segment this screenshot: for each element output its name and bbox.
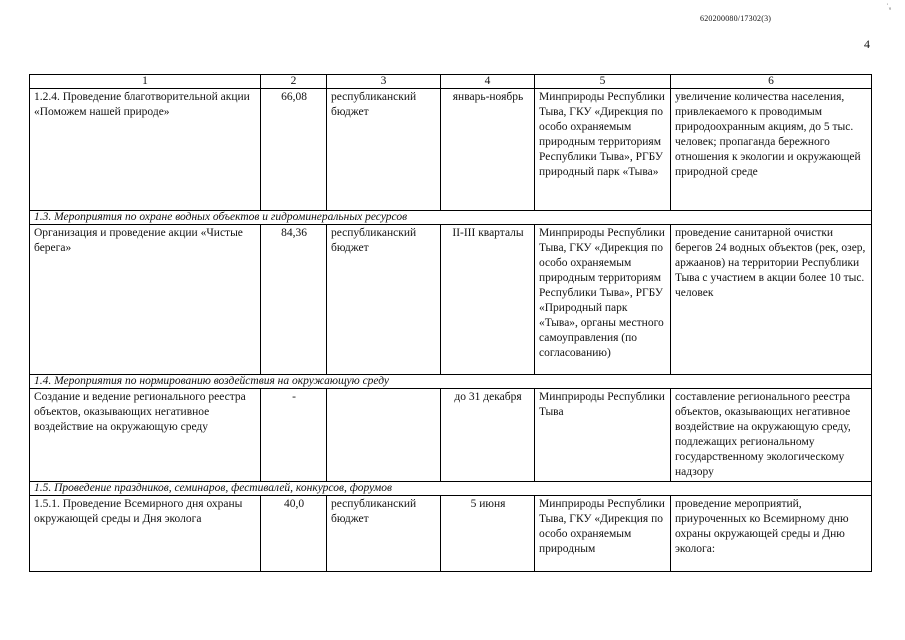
amount-cell: - bbox=[261, 389, 327, 482]
timeframe-cell: январь-ноябрь bbox=[441, 89, 535, 211]
document-code: 620200080/17302(3) bbox=[700, 14, 772, 23]
amount-cell: 40,0 bbox=[261, 496, 327, 572]
column-number-row bbox=[30, 75, 872, 89]
timeframe-cell: до 31 декабря bbox=[441, 389, 535, 482]
funding-source-cell: республиканский бюджет bbox=[327, 496, 441, 572]
responsible-cell: Минприроды Республики Тыва, ГКУ «Дирекция по особо охраняемым природным bbox=[535, 496, 671, 572]
col-header-6: 6 bbox=[671, 75, 872, 89]
activity-cell: 1.5.1. Проведение Всемирного дня охраны окружающей среды и Дня эколога bbox=[30, 496, 261, 572]
activity-cell: Создание и ведение регионального реестра объектов, оказывающих негативное воздействие на окружающую среду bbox=[30, 389, 261, 482]
activities-table bbox=[29, 74, 872, 572]
col-header-1: 1 bbox=[30, 75, 261, 89]
timeframe-cell: 5 июня bbox=[441, 496, 535, 572]
result-cell: проведение санитарной очистки берегов 24 водных объектов (рек, озер, аржаанов) на территории Республики Тыва с участием в акции более 10 тыс. человек bbox=[671, 225, 872, 375]
col-header-4: 4 bbox=[441, 75, 535, 89]
table-row bbox=[30, 389, 872, 482]
activity-cell: Организация и проведение акции «Чистые берега» bbox=[30, 225, 261, 375]
table-row bbox=[30, 89, 872, 211]
col-header-3: 3 bbox=[327, 75, 441, 89]
result-cell: увеличение количества населения, привлекаемого к проводимым природоохранным акциям, до 5 тыс. человек; пропаганда бережного отношения к экологии и окружающей природной среде bbox=[671, 89, 872, 211]
table-row bbox=[30, 225, 872, 375]
section-row bbox=[30, 211, 872, 225]
responsible-cell: Минприроды Республики Тыва, ГКУ «Дирекция по особо охраняемым природным территориям Республики Тыва», РГБУ «Природный парк «Тыва», органы местного самоуправления (по согласованию) bbox=[535, 225, 671, 375]
result-cell: составление регионального реестра объектов, оказывающих негативное воздействие на окружающую среду, подлежащих региональному государственному экологическому надзору bbox=[671, 389, 872, 482]
funding-source-cell: республиканский бюджет bbox=[327, 225, 441, 375]
responsible-cell: Минприроды Республики Тыва bbox=[535, 389, 671, 482]
section-title: 1.4. Мероприятия по нормированию воздействия на окружающую среду bbox=[30, 375, 872, 389]
funding-source-cell bbox=[327, 389, 441, 482]
section-title: 1.3. Мероприятия по охране водных объектов и гидроминеральных ресурсов bbox=[30, 211, 872, 225]
table-row bbox=[30, 496, 872, 572]
result-cell: проведение мероприятий, приуроченных ко Всемирному дню охраны окружающей среды и Дню эколога: bbox=[671, 496, 872, 572]
col-header-2: 2 bbox=[261, 75, 327, 89]
section-row bbox=[30, 482, 872, 496]
amount-cell: 66,08 bbox=[261, 89, 327, 211]
section-row bbox=[30, 375, 872, 389]
section-title: 1.5. Проведение праздников, семинаров, фестивалей, конкурсов, форумов bbox=[30, 482, 872, 496]
corner-mark: ˙ᵤ bbox=[886, 2, 892, 11]
timeframe-cell: II-III кварталы bbox=[441, 225, 535, 375]
col-header-5: 5 bbox=[535, 75, 671, 89]
responsible-cell: Минприроды Республики Тыва, ГКУ «Дирекция по особо охраняемым природным территориям Республики Тыва», РГБУ природный парк «Тыва» bbox=[535, 89, 671, 211]
funding-source-cell: республиканский бюджет bbox=[327, 89, 441, 211]
activity-cell: 1.2.4. Проведение благотворительной акции «Поможем нашей природе» bbox=[30, 89, 261, 211]
page-number: 4 bbox=[864, 37, 870, 51]
amount-cell: 84,36 bbox=[261, 225, 327, 375]
